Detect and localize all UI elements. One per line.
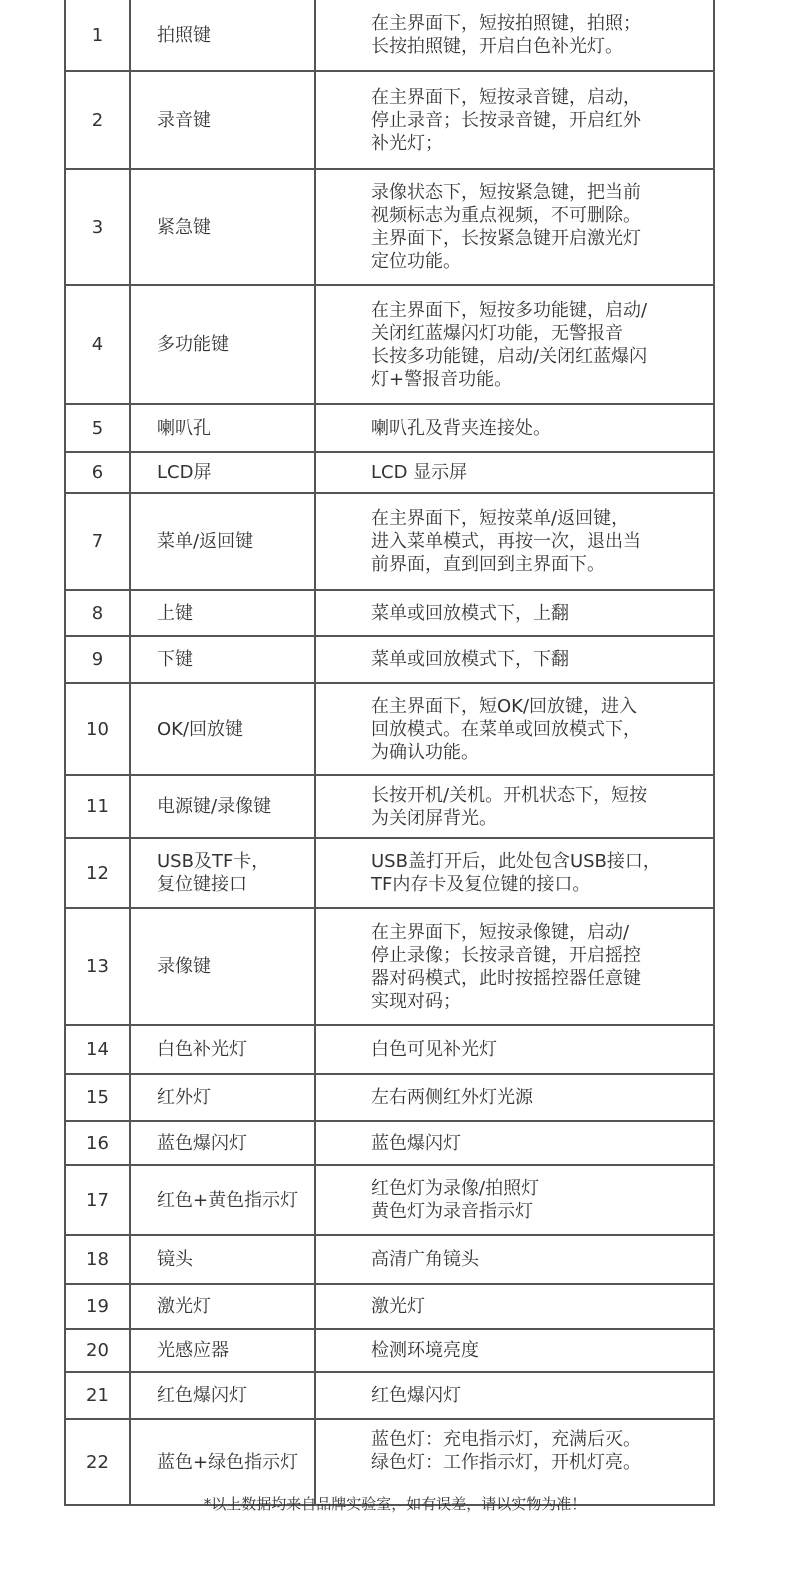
function-description: 激光灯 (315, 1284, 714, 1329)
row-number: 7 (65, 493, 130, 590)
button-name: 拍照键 (130, 0, 315, 71)
row-number: 17 (65, 1165, 130, 1235)
button-name: 蓝色+绿色指示灯 (130, 1419, 315, 1505)
function-description: 蓝色灯：充电指示灯，充满后灭。 绿色灯：工作指示灯，开机灯亮。 (315, 1419, 714, 1505)
row-number: 12 (65, 838, 130, 908)
row-number: 19 (65, 1284, 130, 1329)
function-description: 录像状态下，短按紧急键，把当前 视频标志为重点视频，不可删除。 主界面下，长按紧急键开启激光灯 定位功能。 (315, 169, 714, 285)
function-description: 检测环境亮度 (315, 1329, 714, 1372)
button-name: 喇叭孔 (130, 404, 315, 452)
table-row (65, 452, 714, 493)
button-name: 红色爆闪灯 (130, 1372, 315, 1419)
function-description: 红色爆闪灯 (315, 1372, 714, 1419)
button-name: 紧急键 (130, 169, 315, 285)
function-description: USB盖打开后，此处包含USB接口， TF内存卡及复位键的接口。 (315, 838, 714, 908)
table-row (65, 1121, 714, 1165)
button-name: OK/回放键 (130, 683, 315, 775)
spec-table (64, 0, 715, 1506)
button-name: 红色+黄色指示灯 (130, 1165, 315, 1235)
function-description: 菜单或回放模式下，上翻 (315, 590, 714, 636)
function-description: 在主界面下，短按录音键，启动， 停止录音；长按录音键，开启红外 补光灯； (315, 71, 714, 169)
row-number: 4 (65, 285, 130, 404)
row-number: 8 (65, 590, 130, 636)
function-description: 在主界面下，短按录像键，启动/ 停止录像；长按录音键，开启摇控 器对码模式，此时按摇控器任意键 实现对码； (315, 908, 714, 1025)
row-number: 5 (65, 404, 130, 452)
table-row (65, 1329, 714, 1372)
row-number: 13 (65, 908, 130, 1025)
row-number: 16 (65, 1121, 130, 1165)
row-number: 10 (65, 683, 130, 775)
row-number: 3 (65, 169, 130, 285)
button-name: 多功能键 (130, 285, 315, 404)
button-name: 激光灯 (130, 1284, 315, 1329)
function-description: 长按开机/关机。开机状态下，短按 为关闭屏背光。 (315, 775, 714, 838)
button-name: 下键 (130, 636, 315, 683)
table-row (65, 775, 714, 838)
row-number: 2 (65, 71, 130, 169)
table-row (65, 1025, 714, 1074)
row-number: 18 (65, 1235, 130, 1284)
row-number: 21 (65, 1372, 130, 1419)
row-number: 1 (65, 0, 130, 71)
table-row (65, 1074, 714, 1121)
row-number: 11 (65, 775, 130, 838)
button-name: USB及TF卡， 复位键接口 (130, 838, 315, 908)
button-name: 录像键 (130, 908, 315, 1025)
row-number: 9 (65, 636, 130, 683)
row-number: 6 (65, 452, 130, 493)
table-row (65, 71, 714, 169)
row-number: 20 (65, 1329, 130, 1372)
table-row (65, 838, 714, 908)
button-name: 镜头 (130, 1235, 315, 1284)
table-row (65, 1235, 714, 1284)
function-description: 蓝色爆闪灯 (315, 1121, 714, 1165)
button-name: 电源键/录像键 (130, 775, 315, 838)
function-description: LCD 显示屏 (315, 452, 714, 493)
table-row (65, 636, 714, 683)
button-name: 蓝色爆闪灯 (130, 1121, 315, 1165)
table-row (65, 1372, 714, 1419)
spec-table-body (65, 0, 714, 1505)
table-row (65, 285, 714, 404)
row-number: 14 (65, 1025, 130, 1074)
function-description: 在主界面下，短按拍照键，拍照； 长按拍照键，开启白色补光灯。 (315, 0, 714, 71)
function-description: 白色可见补光灯 (315, 1025, 714, 1074)
function-description: 高清广角镜头 (315, 1235, 714, 1284)
table-row (65, 908, 714, 1025)
table-row (65, 404, 714, 452)
function-description: 左右两侧红外灯光源 (315, 1074, 714, 1121)
function-description: 红色灯为录像/拍照灯 黄色灯为录音指示灯 (315, 1165, 714, 1235)
button-name: 白色补光灯 (130, 1025, 315, 1074)
table-row (65, 169, 714, 285)
button-name: 上键 (130, 590, 315, 636)
function-description: 菜单或回放模式下，下翻 (315, 636, 714, 683)
button-name: 光感应器 (130, 1329, 315, 1372)
row-number: 15 (65, 1074, 130, 1121)
table-row (65, 590, 714, 636)
button-name: 菜单/返回键 (130, 493, 315, 590)
button-name: LCD屏 (130, 452, 315, 493)
table-row (65, 1284, 714, 1329)
function-description: 喇叭孔及背夹连接处。 (315, 404, 714, 452)
table-row (65, 493, 714, 590)
function-description: 在主界面下，短OK/回放键，进入 回放模式。在菜单或回放模式下， 为确认功能。 (315, 683, 714, 775)
table-row (65, 1165, 714, 1235)
table-row (65, 683, 714, 775)
button-name: 录音键 (130, 71, 315, 169)
button-name: 红外灯 (130, 1074, 315, 1121)
function-description: 在主界面下，短按菜单/返回键， 进入菜单模式，再按一次，退出当 前界面，直到回到主界面下。 (315, 493, 714, 590)
footnote: *以上数据均来自品牌实验室，如有误差，请以实物为准！ (203, 1495, 587, 1513)
function-description: 在主界面下，短按多功能键，启动/ 关闭红蓝爆闪灯功能，无警报音 长按多功能键，启动/关闭红蓝爆闪 灯+警报音功能。 (315, 285, 714, 404)
row-number: 22 (65, 1419, 130, 1505)
table-row (65, 0, 714, 71)
